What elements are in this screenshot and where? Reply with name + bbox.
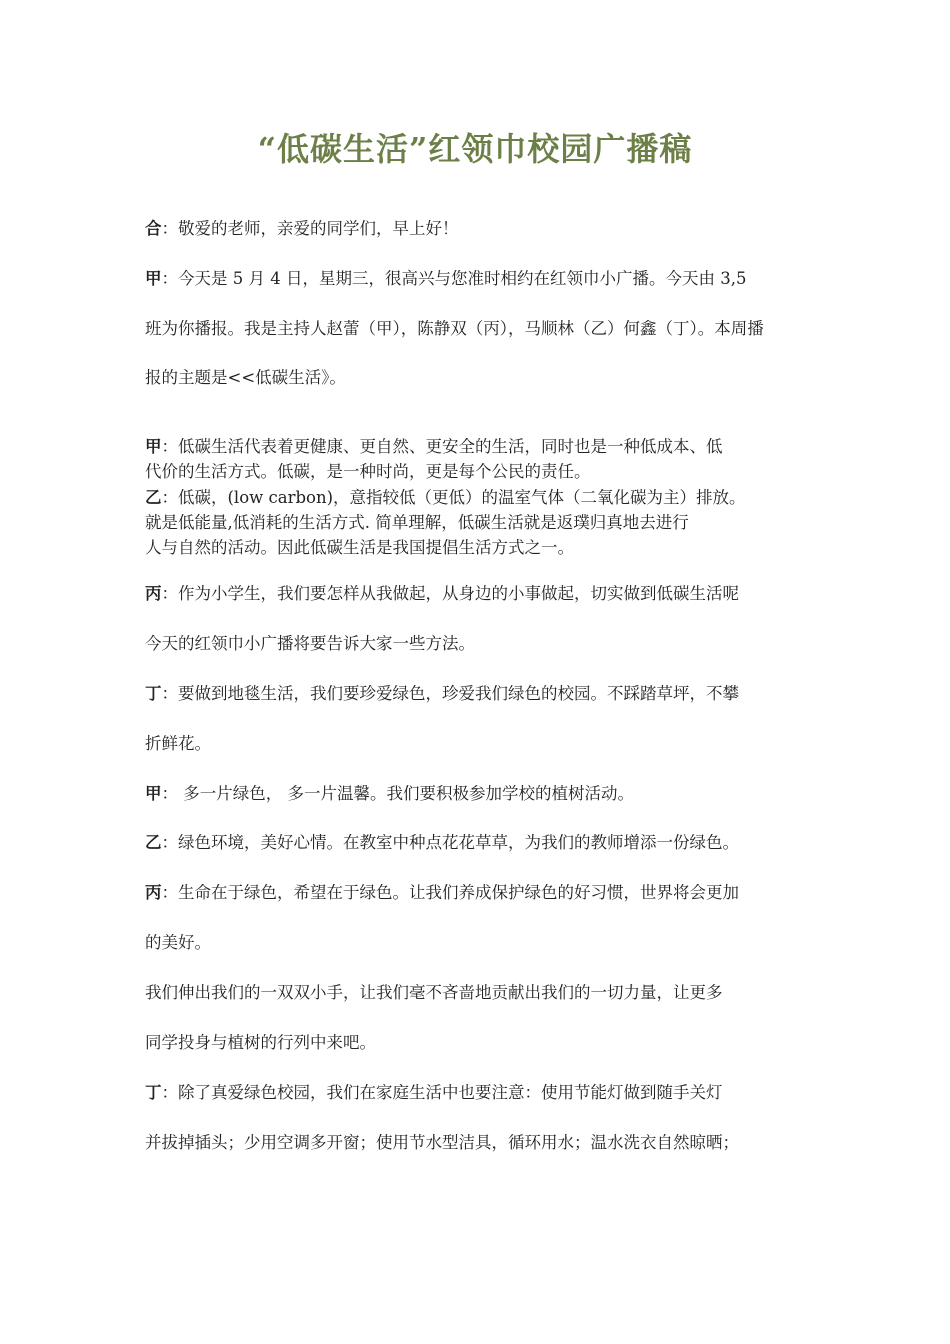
speaker-label: 甲 xyxy=(145,784,162,803)
script-line xyxy=(145,582,810,606)
line-text: 班为你播报。我是主持人赵蕾（甲），陈静双（丙），马顺林（乙）何鑫（丁）。本周播 xyxy=(145,319,764,338)
line-text: 的美好。 xyxy=(145,933,211,952)
script-line xyxy=(145,732,810,756)
script-line xyxy=(145,511,810,535)
script-line xyxy=(145,881,810,905)
speaker-label: 丁 xyxy=(145,1083,162,1102)
script-line xyxy=(145,317,810,341)
line-text: 同学投身与植树的行列中来吧。 xyxy=(145,1033,376,1052)
script-line xyxy=(145,536,810,560)
script-line xyxy=(145,366,810,390)
script-line xyxy=(145,782,810,806)
line-text: ：今天是 5 月 4 日，星期三，很高兴与您准时相约在红领巾小广播。今天由 3,5 xyxy=(161,269,747,288)
line-text: ：低碳，(low carbon)，意指较低（更低）的温室气体（二氧化碳为主）排放。 xyxy=(161,488,746,507)
script-line xyxy=(145,460,810,484)
line-text: 折鲜花。 xyxy=(145,734,211,753)
script-line xyxy=(145,632,810,656)
line-text: 并拔掉插头；少用空调多开窗；使用节水型洁具，循环用水；温水洗衣自然晾晒； xyxy=(145,1133,739,1152)
script-line xyxy=(145,267,810,291)
speaker-label: 乙 xyxy=(145,833,162,852)
speaker-label: 合 xyxy=(145,219,162,238)
script-line xyxy=(145,435,810,459)
script-line xyxy=(145,831,810,855)
script-line xyxy=(145,1031,810,1055)
document-title: “低碳生活”红领巾校园广播稿 xyxy=(257,130,693,168)
line-text: 报的主题是<<低碳生活》。 xyxy=(145,368,346,387)
speaker-label: 丁 xyxy=(145,684,162,703)
speaker-label: 甲 xyxy=(145,269,162,288)
line-text: ：作为小学生，我们要怎样从我做起，从身边的小事做起，切实做到低碳生活呢 xyxy=(161,584,739,603)
line-text: ：要做到地毯生活，我们要珍爱绿色，珍爱我们绿色的校园。不踩踏草坪，不攀 xyxy=(161,684,739,703)
line-text: ：低碳生活代表着更健康、更自然、更安全的生活，同时也是一种低成本、低 xyxy=(161,437,723,456)
line-text: 人与自然的活动。因此低碳生活是我国提倡生活方式之一。 xyxy=(145,538,574,557)
line-text: 就是低能量,低消耗的生活方式. 简单理解，低碳生活就是返璞归真地去进行 xyxy=(145,513,689,532)
script-line xyxy=(145,981,810,1005)
script-line xyxy=(145,486,810,510)
line-text: 今天的红领巾小广播将要告诉大家一些方法。 xyxy=(145,634,475,653)
line-text: ：除了真爱绿色校园，我们在家庭生活中也要注意：使用节能灯做到随手关灯 xyxy=(161,1083,723,1102)
script-line xyxy=(145,931,810,955)
script-line xyxy=(145,217,810,241)
script-line xyxy=(145,682,810,706)
line-text: 代价的生活方式。低碳，是一种时尚，更是每个公民的责任。 xyxy=(145,462,591,481)
line-text: ：绿色环境，美好心情。在教室中种点花花草草，为我们的教师增添一份绿色。 xyxy=(161,833,739,852)
line-text: 我们伸出我们的一双双小手，让我们毫不吝啬地贡献出我们的一切力量，让更多 xyxy=(145,983,723,1002)
speaker-label: 乙 xyxy=(145,488,162,507)
speaker-label: 甲 xyxy=(145,437,162,456)
line-text: ：敬爱的老师，亲爱的同学们，早上好！ xyxy=(161,219,459,238)
line-text: ： 多一片绿色， 多一片温馨。我们要积极参加学校的植树活动。 xyxy=(161,784,634,803)
script-line xyxy=(145,1131,810,1155)
speaker-label: 丙 xyxy=(145,883,162,902)
speaker-label: 丙 xyxy=(145,584,162,603)
line-text: ：生命在于绿色，希望在于绿色。让我们养成保护绿色的好习惯，世界将会更加 xyxy=(161,883,739,902)
script-line xyxy=(145,1081,810,1105)
